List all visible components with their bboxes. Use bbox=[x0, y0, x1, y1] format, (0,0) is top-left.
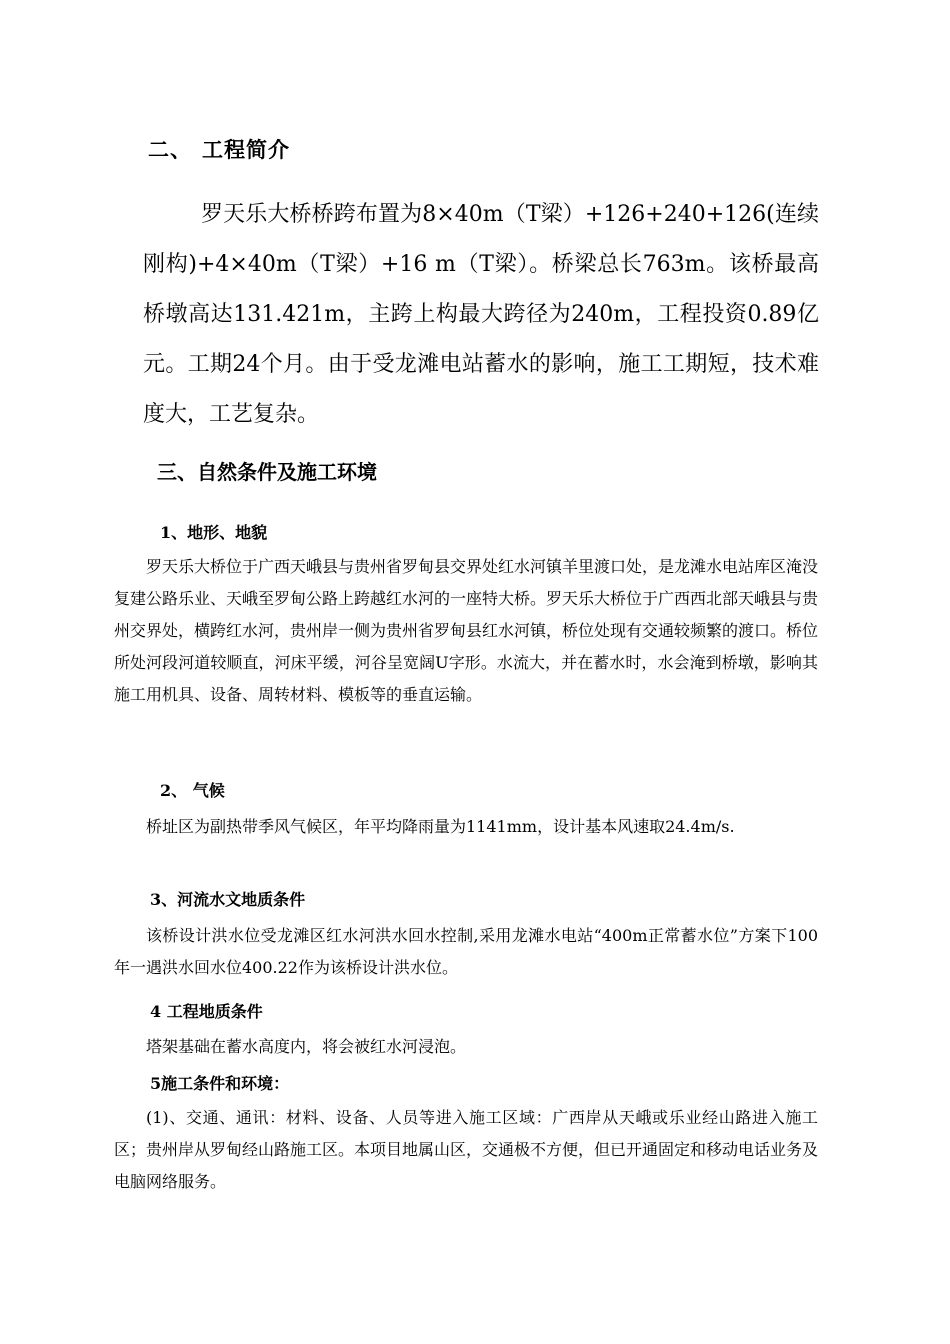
subheading-terrain: 1、地形、地貌 bbox=[160, 523, 268, 542]
subheading-construction-conditions: 5施工条件和环境： bbox=[150, 1074, 290, 1093]
subheading-climate: 2、 气候 bbox=[160, 781, 225, 800]
project-intro-paragraph: 罗天乐大桥桥跨布置为8×40m（T梁）+126+240+126(连续刚构)+4×40m（T梁）+16 m（T梁）。桥梁总长763m。该桥最高桥墩高达131.421m，主跨上构最大跨径为240m，工程投资0.89亿元。工期24个月。由于受龙滩电站蓄水的影响，施工工期短，技术难度大，工艺复杂。 bbox=[143, 202, 819, 427]
section-heading-project-intro bbox=[148, 134, 290, 164]
paragraph-geology: 塔架基础在蓄水高度内，将会被红水河浸泡。 bbox=[146, 1037, 467, 1056]
section-number: 二、 bbox=[148, 137, 192, 162]
paragraph-construction-conditions: (1)、交通、通讯：材料、设备、人员等进入施工区域：广西岸从天峨或乐业经山路进入施工区；贵州岸从罗甸经山路施工区。本项目地属山区，交通极不方便，但已开通固定和移动电话业务及电脑网络服务。 bbox=[114, 1108, 819, 1191]
subheading-hydrology: 3、河流水文地质条件 bbox=[150, 890, 306, 909]
paragraph-terrain: 罗天乐大桥位于广西天峨县与贵州省罗甸县交界处红水河镇羊里渡口处，是龙滩水电站库区淹没复建公路乐业、天峨至罗甸公路上跨越红水河的一座特大桥。罗天乐大桥位于广西西北部天峨县与贵州交界处，横跨红水河，贵州岸一侧为贵州省罗甸县红水河镇，桥位处现有交通较频繁的渡口。桥位所处河段河道较顺直，河床平缓，河谷呈宽阔U字形。水流大，并在蓄水时，水会淹到桥墩，影响其施工用机具、设备、周转材料、模板等的垂直运输。 bbox=[114, 557, 819, 704]
section-title: 工程简介 bbox=[202, 137, 290, 162]
section-heading-natural-conditions: 三、自然条件及施工环境 bbox=[157, 460, 377, 484]
subheading-geology: 4 工程地质条件 bbox=[150, 1002, 263, 1021]
paragraph-climate: 桥址区为副热带季风气候区，年平均降雨量为1141mm，设计基本风速取24.4m/s. bbox=[146, 817, 735, 836]
paragraph-hydrology: 该桥设计洪水位受龙滩区红水河洪水回水控制,采用龙滩水电站“400m正常蓄水位”方案下100年一遇洪水回水位400.22作为该桥设计洪水位。 bbox=[114, 926, 818, 977]
